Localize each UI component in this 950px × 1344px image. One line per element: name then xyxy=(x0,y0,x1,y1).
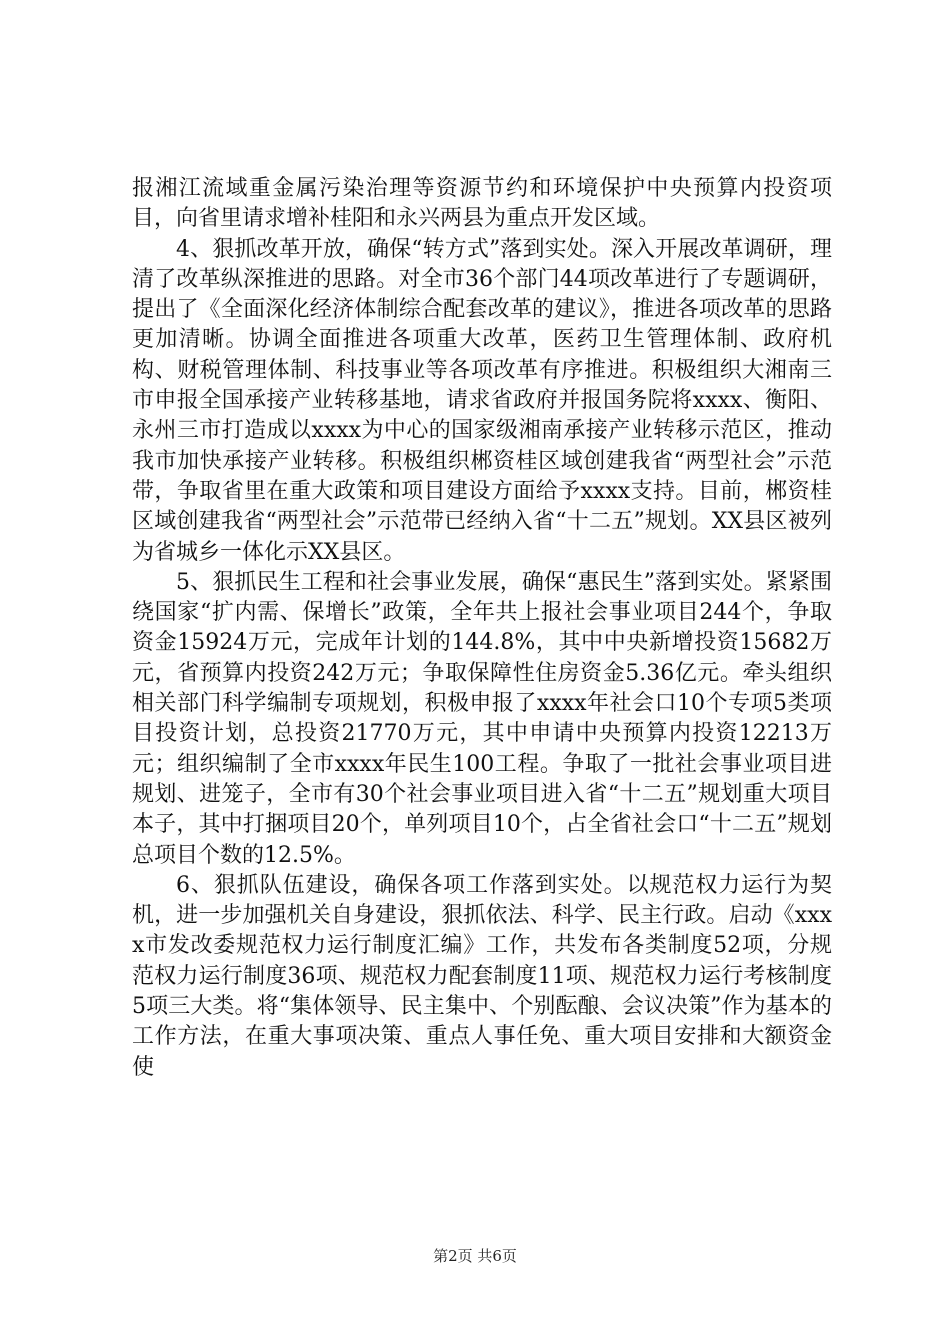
page-number-footer: 第2页 共6页 xyxy=(433,1247,517,1265)
paragraph-reform: 4、狠抓改革开放，确保“转方式”落到实处。深入开展改革调研，理清了改革纵深推进的思路。对全市36个部门44项改革进行了专题调研，提出了《全面深化经济体制综合配套改革的建议》，推进各项改革的思路更加清晰。协调全面推进各项重大改革，医药卫生管理体制、政府机构、财税管理体制、科技事业等各项改革有序推进。积极组织大湘南三市申报全国承接产业转移基地，请求省政府并报国务院将xxxx、衡阳、永州三市打造成以xxxx为中心的国家级湘南承接产业转移示范区，推动我市加快承接产业转移。积极组织郴资桂区域创建我省“两型社会”示范带，争取省里在重大政策和项目建设方面给予xxxx支持。目前，郴资桂区域创建我省“两型社会”示范带已经纳入省“十二五”规划。XX县区被列为省城乡一体化示XX县区。 xyxy=(132,236,832,565)
paragraph-livelihood: 5、狠抓民生工程和社会事业发展，确保“惠民生”落到实处。紧紧围绕国家“扩内需、保增长”政策，全年共上报社会事业项目244个，争取资金15924万元，完成年计划的144.8%，其中中央新增投资15682万元，省预算内投资242万元；争取保障性住房资金5.36亿元。牵头组织相关部门科学编制专项规划，积极申报了xxxx年社会口10个专项5类项目投资计划，总投资21770万元，其中申请中央预算内投资12213万元；组织编制了全市xxxx年民生100工程。争取了一批社会事业项目进规划、进笼子，全市有30个社会事业项目进入省“十二五”规划重大项目本子，其中打捆项目20个，单列项目10个，占全省社会口“十二五”规划总项目个数的12.5%。 xyxy=(132,569,832,868)
document-body xyxy=(132,174,832,1083)
paragraph-continuation: 报湘江流域重金属污染治理等资源节约和环境保护中央预算内投资项目，向省里请求增补桂阳和永兴两县为重点开发区域。 xyxy=(132,176,832,232)
paragraph-team-building: 6、狠抓队伍建设，确保各项工作落到实处。以规范权力运行为契机，进一步加强机关自身建设，狠抓依法、科学、民主行政。启动《xxxx市发改委规范权力运行制度汇编》工作，共发布各类制度52项，分规范权力运行制度36项、规范权力配套制度11项、规范权力运行考核制度5项三大类。将“集体领导、民主集中、个别酝酿、会议决策”作为基本的工作方法，在重大事项决策、重点人事任免、重大项目安排和大额资金使 xyxy=(132,872,832,1080)
